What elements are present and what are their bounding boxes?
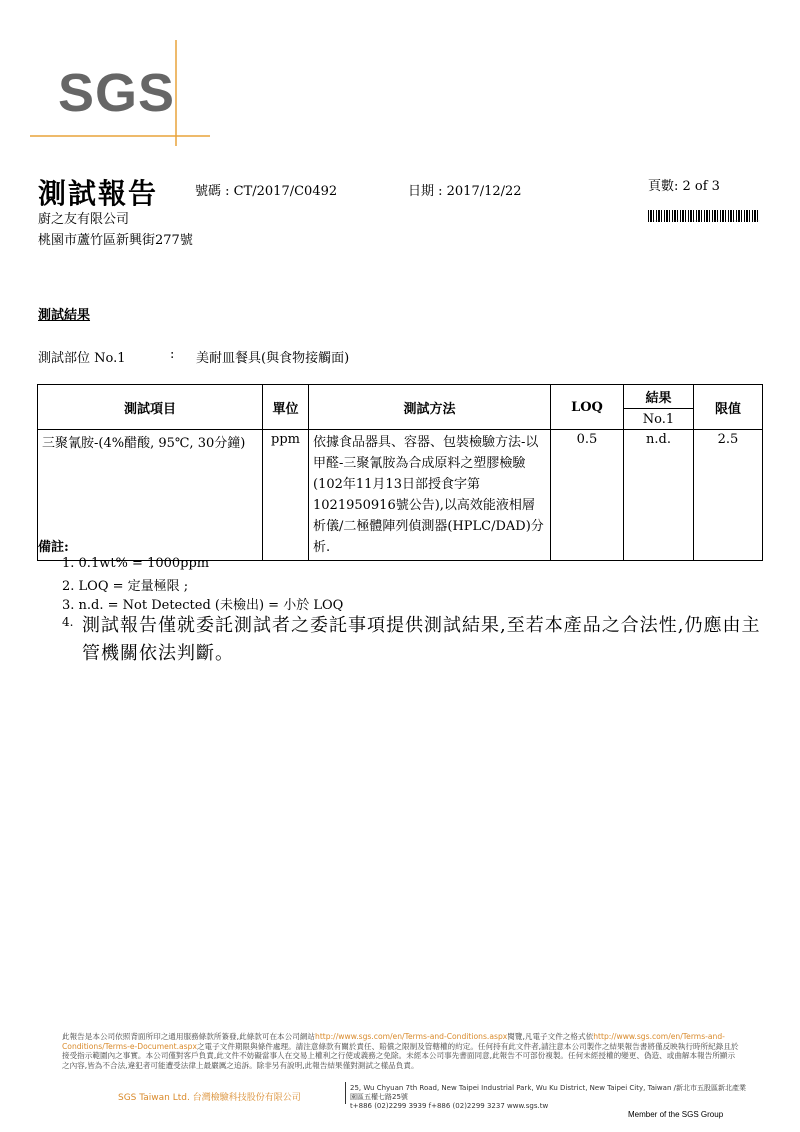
test-part-label: 測試部位 No.1 [38,351,126,366]
header-limit: 限值 [694,385,763,430]
terms-link[interactable]: http://www.sgs.com/en/Terms-and-Conditions.aspx [315,1032,508,1041]
results-table [37,384,763,561]
section-title: 測試結果 [38,308,91,323]
cell-limit: 2.5 [694,430,763,561]
member-of-group: Member of the SGS Group [628,1110,724,1119]
report-title: 測試報告 [38,177,159,210]
disclaimer-text: 此報告是本公司依照背面所印之通用服務條款所簽發,此條款可在本公司網站 [62,1032,316,1041]
report-date: 日期 : 2017/12/22 [408,184,522,199]
sgs-logo-text: SGS [58,63,176,123]
note-4-text: 測試報告僅就委託測試者之委託事項提供測試結果,至若本產品之合法性,仍應由主管機關依法判斷。 [82,615,761,664]
disclaimer-text: 之電子文件期限與條件處理。請注意條款有關於責任、賠償之限制及管轄權的約定。任何持有此文件者,請注意本公司製作之結果報告書將僅反映執行時所紀錄且於接受指示範圍內之事實。本公司僅對客戶負責,此文件不妨礙當事人在交易上權利之行使或義務之免除。未經本公司事先書面同意,此報告不可部份複製。任何未經授權的變更、偽造、或曲解本報告所顯示之內容,皆為不合法,違犯者可能遭受法律上最嚴厲之追訴。除非另有說明,此報告結果僅對測試之樣品負責。 [62,1041,739,1070]
test-part-colon: : [170,347,175,362]
cell-method: 依據食品器具、容器、包裝檢驗方法-以甲醛-三聚氰胺為合成原料之塑膠檢驗(102年11月13日部授食字第1021950916號公告),以高效能液相層析儀/二極體陣列偵測器(HPLC/DAD)分析. [309,430,551,561]
footer-company: SGS Taiwan Ltd. 台灣檢驗科技股份有限公司 [118,1093,301,1103]
cell-item: 三聚氰胺-(4%醋酸, 95℃, 30分鐘) [38,430,263,561]
note-4-number: 4. [62,615,74,629]
table-row [38,430,763,561]
cell-loq: 0.5 [551,430,624,561]
page-number: 頁數: 2 of 3 [648,179,720,194]
cell-unit: ppm [263,430,309,561]
header-result: 結果 [624,385,694,409]
header-result-no: No.1 [624,409,694,430]
barcode [648,210,760,222]
header-loq: LOQ [551,385,624,430]
footer-phone: t+886 (02)2299 3939 f+886 (02)2299 3237 www.sgs.tw [350,1102,549,1110]
notes-title: 備註: [38,540,69,555]
footer-divider [345,1082,346,1104]
footer-address: 25, Wu Chyuan 7th Road, New Taipei Industrial Park, Wu Ku District, New Taipei City, Taiwan /新北市五股區新北產業園區五權七路25號 [350,1084,746,1101]
header-item: 測試項目 [38,385,263,430]
report-number: 號碼 : CT/2017/C0492 [195,184,338,199]
cell-result: n.d. [624,430,694,561]
test-part-value: 美耐皿餐具(與食物接觸面) [196,351,350,366]
header-method: 測試方法 [309,385,551,430]
client-name: 廚之友有限公司 [38,212,130,227]
footer-address-block [350,1084,750,1111]
client-address: 桃園市蘆竹區新興街277號 [38,233,193,248]
note-item: 2. LOQ = 定量極限 ; [62,579,189,594]
disclaimer-text: 閱覽,凡電子文件之格式依 [507,1032,594,1041]
footer-disclaimer [62,1032,742,1070]
note-item: 3. n.d. = Not Detected (未檢出) = 小於 LOQ [62,598,344,613]
e-document-terms-link[interactable]: http://www.sgs.com/en/Terms-and-Conditions/Terms-e-Document.aspx [62,1032,725,1051]
header-unit: 單位 [263,385,309,430]
note-item: 1. 0.1wt% = 1000ppm [62,556,210,571]
